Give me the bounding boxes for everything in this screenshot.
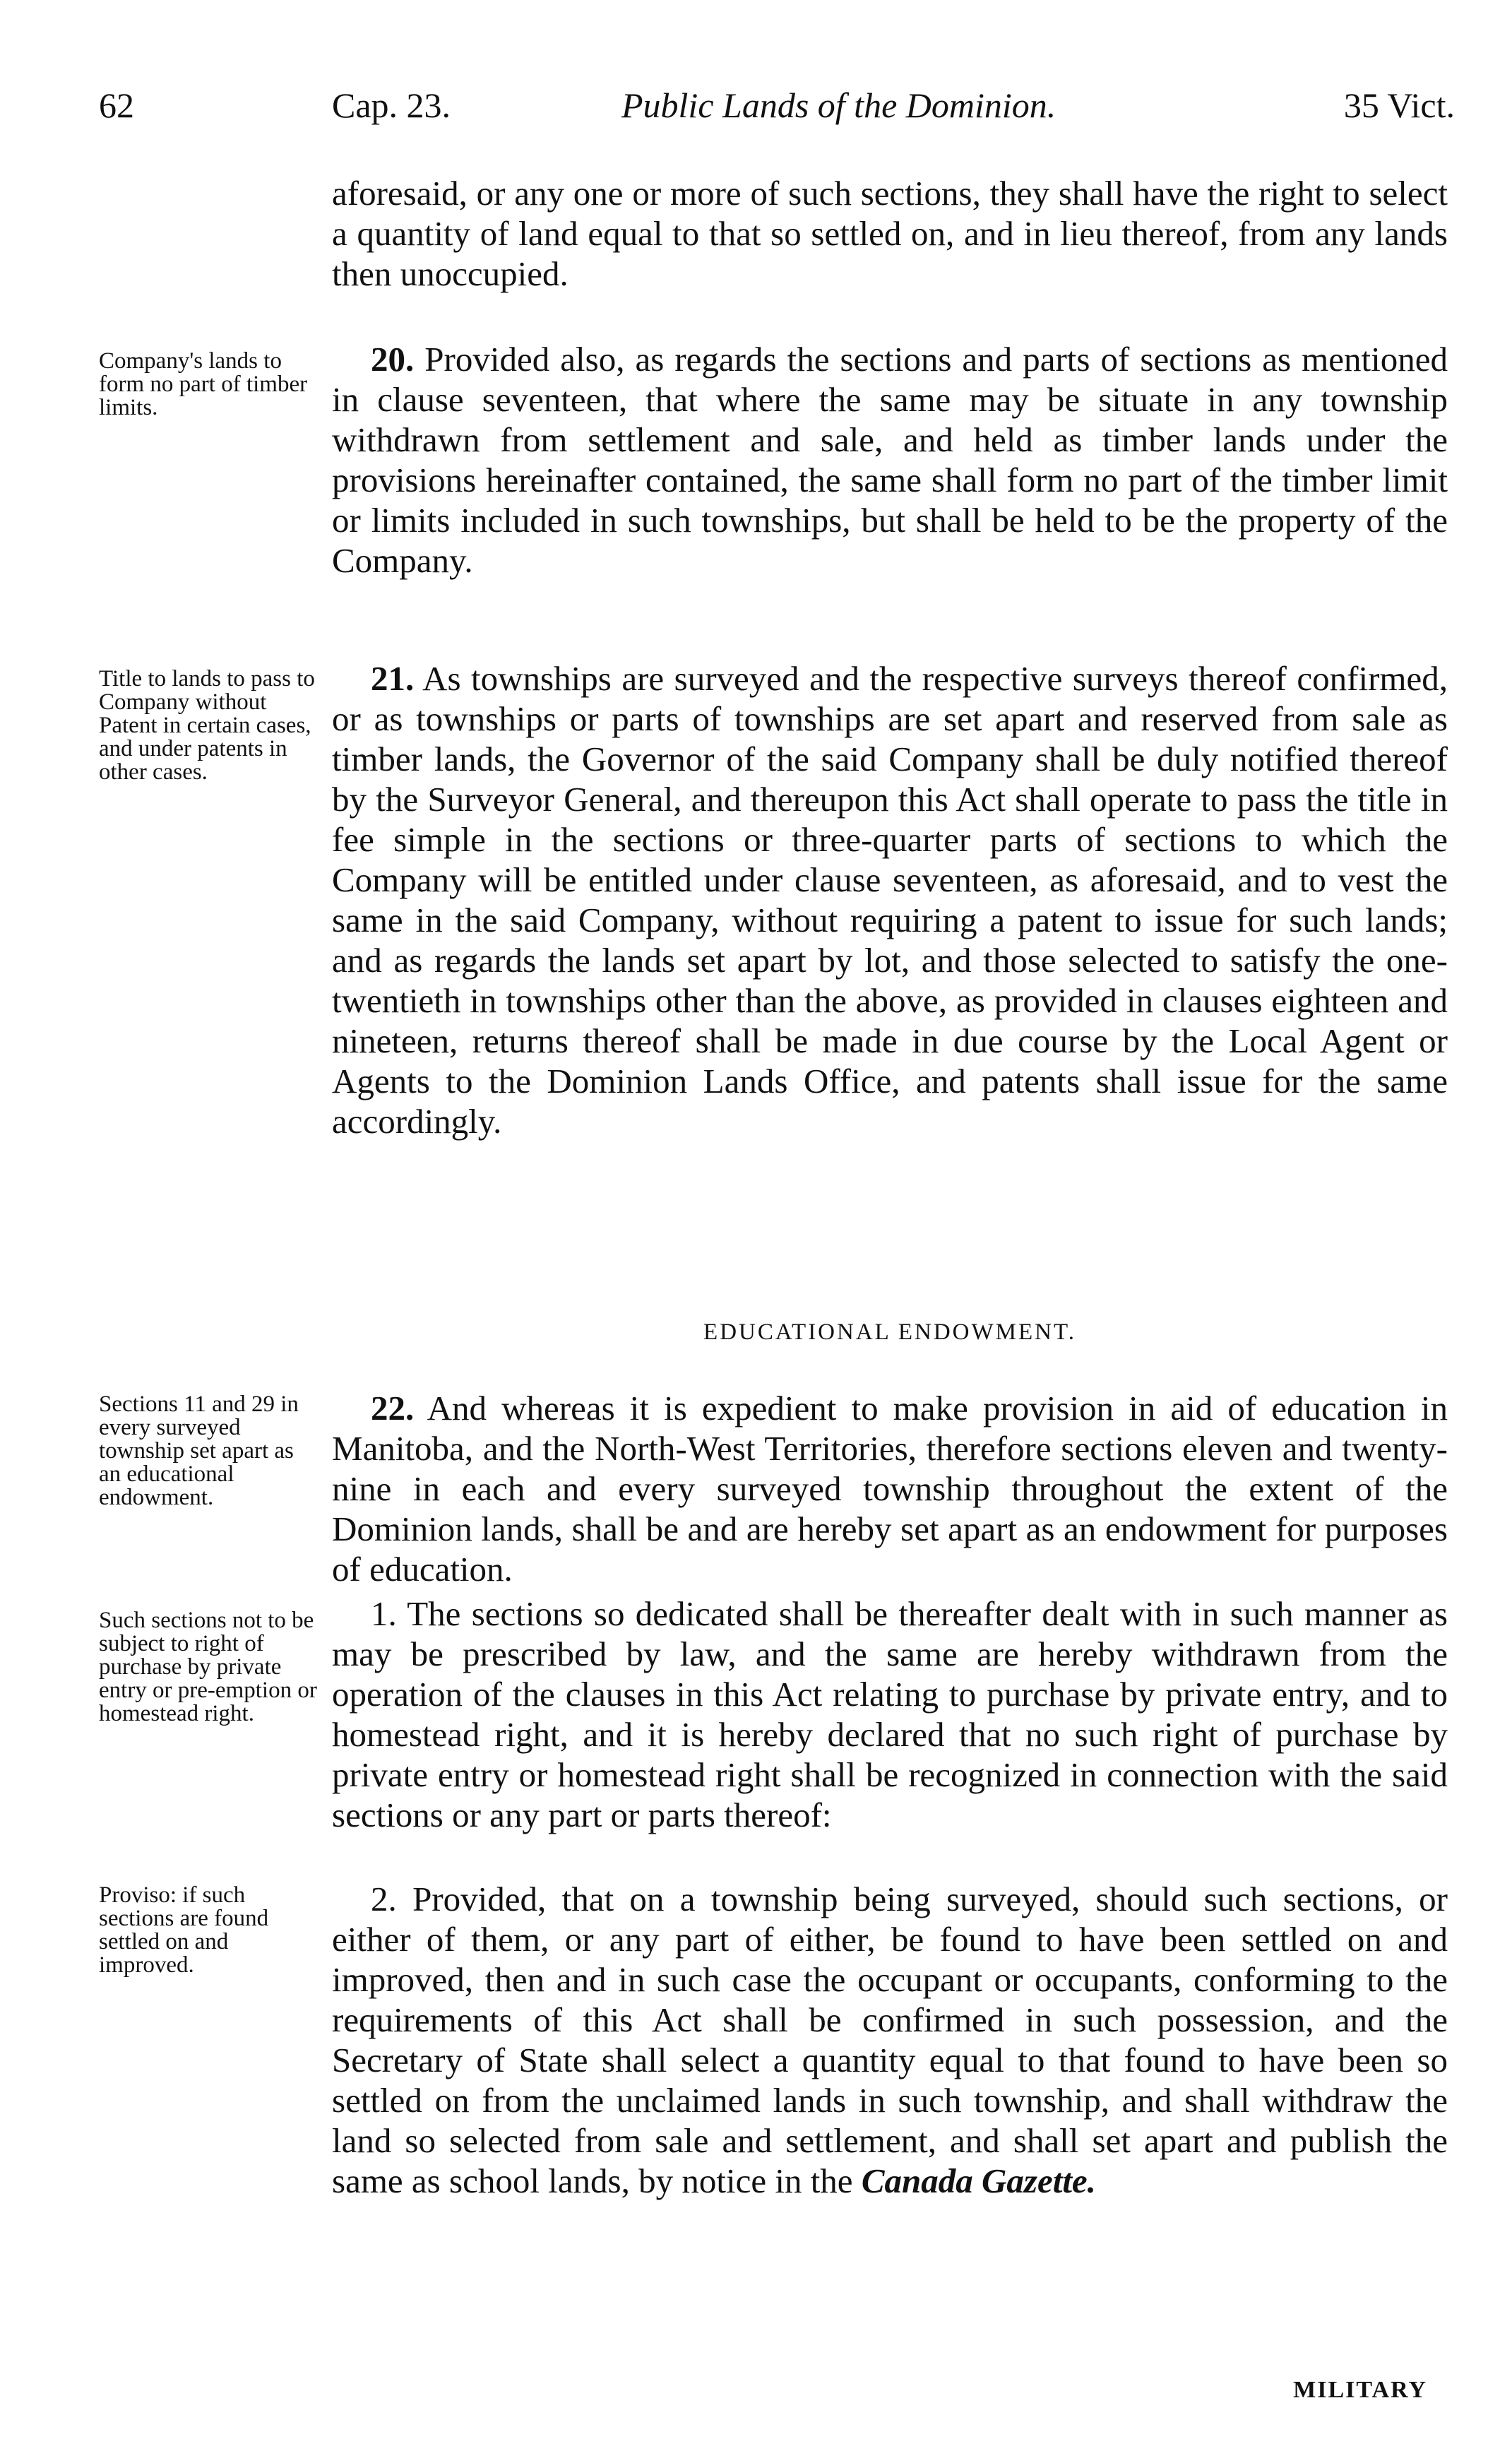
margin-note-s22: Sections 11 and 29 in every surveyed township set apart as an educational endowment. [99,1391,299,1510]
section-number: 21. [371,659,415,698]
section-22-subsection-1: 1. The sections so dedicated shall be thereafter dealt with in such manner as may be prescribed by law, and the same are hereby withdrawn from the operation of the clauses in this Act relating to purchase by private entry, and to homestead right, and it is hereby declared that no such right of purchase by private entry or homestead right shall be recognized in connection with the said sections or any part or parts thereof: [332,1594,1448,1834]
margin-note-s22-1: Such sections not to be subject to right of purchase by private entry or pre-emption or homestead right. [99,1608,317,1726]
gazette-title: Canada Gazette. [861,2161,1096,2200]
section-20 [332,339,1448,581]
catchword: MILITARY [1293,2377,1427,2403]
intro-paragraph: aforesaid, or any one or more of such sections, they shall have the right to select a quantity of land equal to that so settled on, and in lieu thereof, from any lands then unoccupied. [332,174,1448,293]
section-22 [332,1388,1448,1589]
section-text: And whereas it is expedient to make provision in aid of education in Manitoba, and the North-West Territories, therefore sections eleven and twenty-nine in each and every surveyed township throughout the extent of the Dominion lands, shall be and are hereby set apart as an endowment for purposes of education. [332,1389,1448,1589]
section-number: 20. [371,340,415,379]
section-21 [332,658,1448,1141]
margin-note-s20: Company's lands to form no part of timber limits. [99,348,308,420]
chapter-label: Cap. 23. [332,85,451,125]
section-number: 22. [371,1389,415,1428]
page-number: 62 [99,85,134,125]
margin-note-s22-2: Proviso: if such sections are found settled on and improved. [99,1882,269,1978]
section-heading: EDUCATIONAL ENDOWMENT. [703,1319,1076,1345]
margin-note-s21: Title to lands to pass to Company without Patent in certain cases, and under patents in other cases. [99,666,315,785]
section-text: Provided also, as regards the sections and parts of sections as mentioned in clause seventeen, that where the same may be situate in any township withdrawn from settlement and sale, and held as timber lands under the provisions hereinafter contained, the same shall form no part of the timber limit or limits included in such townships, but shall be held to be the property of the Company. [332,340,1448,580]
running-title: Public Lands of the Dominion. [621,85,1056,125]
section-22-subsection-2 [332,1879,1448,2201]
running-header [99,85,1455,134]
regnal-year: 35 Vict. [1343,85,1455,125]
section-text: As townships are surveyed and the respective surveys thereof confirmed, or as townships or parts of townships are set apart and reserved from sale as timber lands, the Governor of the said Company shall be duly notified thereof by the Surveyor General, and thereupon this Act shall operate to pass the title in fee simple in the sections or three-quarter parts of sections to which the Company will be entitled under clause seventeen, as aforesaid, and to vest the same in the said Company, without requiring a patent to issue for such lands; and as regards the lands set apart by lot, and those selected to satisfy the one-twentieth in townships other than the above, as provided in clauses eighteen and nineteen, returns thereof shall be made in due course by the Local Agent or Agents to the Dominion Lands Office, and patents shall issue for the same accordingly. [332,659,1448,1141]
subsection-text: 2. Provided, that on a township being surveyed, should such sections, or either of them, or any part of either, be found to have been settled on and improved, then and in such case the occupant or occupants, conforming to the requirements of this Act shall be confirmed in such possession, and the Secretary of State shall select a quantity equal to that found to have been so settled on from the unclaimed lands in such township, and shall withdraw the land so selected from sale and settlement, and shall set apart and publish the same as school lands, by notice in the [332,1880,1448,2200]
